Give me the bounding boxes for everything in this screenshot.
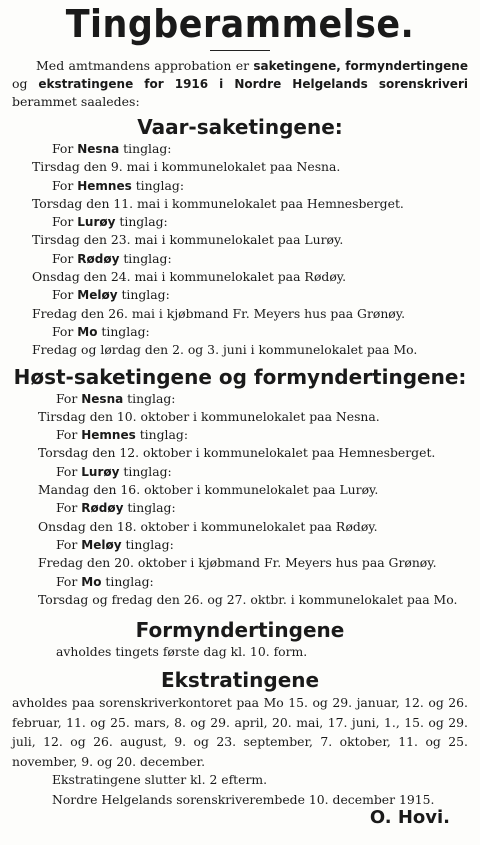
intro-text-1: Med amtmandens approbation er [36, 58, 254, 73]
host-tinglag-5 [8, 573, 472, 591]
host-session-5: Torsdag og fredag den 26. og 27. oktbr. i kommunelokalet paa Mo. [38, 591, 458, 607]
ekstra-text: avholdes paa sorenskriverkontoret paa Mo 15. og 29. januar, 12. og 26. februar, 11. og 25. mars, 8. og 29. april, 20. mai, 17. juni, 1., 15. og 29. juli, 12. og 26. august, 9. og 23. september, 7. oktober, 11. og 25. november, 9. og 20. december. [12, 695, 468, 769]
intro-text-2: og [12, 76, 39, 91]
tinglag-place: Meløy [77, 288, 118, 303]
host-tinglag-1 [8, 426, 472, 444]
formynder-text: avholdes tingets første dag kl. 10. form. [56, 644, 308, 660]
host-session-3: Onsdag den 18. oktober i kommunelokalet paa Rødøy. [38, 518, 378, 534]
tinglag-place: Meløy [81, 537, 122, 552]
tinglag-suffix: tinglag: [135, 427, 189, 443]
host-session-2: Mandag den 16. oktober i kommunelokalet paa Lurøy. [38, 482, 379, 498]
intro-paragraph [12, 57, 468, 111]
vaar-tinglag-1 [8, 177, 472, 195]
signature: O. Hovi. [369, 806, 450, 828]
tinglag-prefix: For [56, 463, 82, 479]
intro-text-3: berammet saaledes: [12, 94, 140, 109]
host-heading: Høst-saketingene og formyndertingene: [13, 364, 467, 389]
host-tinglag-0 [8, 390, 472, 408]
tinglag-place: Hemnes [81, 428, 136, 443]
tinglag-prefix: For [56, 390, 82, 406]
host-tinglag-4 [8, 536, 472, 554]
vaar-tinglag-5 [8, 323, 472, 341]
footer-office: Nordre Helgelands sorenskriverembede 10. december 1915. [52, 791, 435, 807]
host-tinglag-2 [8, 463, 472, 481]
tinglag-prefix: For [56, 573, 82, 589]
tinglag-suffix: tinglag: [123, 500, 176, 516]
tinglag-suffix: tinglag: [117, 287, 170, 303]
tinglag-prefix: For [52, 141, 78, 156]
vaar-heading: Vaar-saketingene: [137, 115, 343, 139]
intro-bold-2: ekstratingene for 1916 i Nordre Helgelands sorenskriveri [38, 77, 468, 91]
tinglag-prefix: For [52, 214, 78, 230]
tinglag-suffix: tinglag: [97, 323, 150, 339]
vaar-schedule [8, 140, 472, 360]
host-session-0: Tirsdag den 10. oktober i kommunelokalet paa Nesna. [38, 408, 380, 424]
tinglag-prefix: For [56, 427, 82, 443]
tinglag-suffix: tinglag: [119, 463, 172, 479]
vaar-tinglag-0 [8, 140, 472, 158]
tinglag-suffix: tinglag: [121, 536, 174, 552]
footer [8, 790, 472, 828]
tinglag-place: Lurøy [77, 215, 116, 230]
tinglag-place: Mo [77, 324, 98, 339]
tinglag-suffix: tinglag: [119, 141, 172, 156]
tinglag-place: Mo [81, 574, 102, 589]
ekstra-heading: Ekstratingene [160, 668, 320, 693]
tinglag-prefix: For [56, 500, 82, 516]
ekstra-closing: Ekstratingene slutter kl. 2 efterm. [52, 772, 268, 788]
host-session-1: Torsdag den 12. oktober i kommunelokalet paa Hemnesberget. [38, 445, 436, 461]
tinglag-place: Hemnes [77, 178, 132, 193]
tinglag-prefix: For [56, 536, 82, 552]
tinglag-suffix: tinglag: [101, 573, 154, 589]
vaar-session-0: Tirsdag den 9. mai i kommunelokalet paa Nesna. [32, 159, 341, 175]
title-divider [210, 50, 270, 51]
tinglag-suffix: tinglag: [123, 390, 176, 406]
tinglag-place: Lurøy [81, 464, 120, 479]
formynder-heading: Formyndertingene [135, 618, 345, 643]
tinglag-suffix: tinglag: [115, 214, 168, 230]
vaar-session-3: Onsdag den 24. mai i kommunelokalet paa Rødøy. [32, 269, 347, 285]
tinglag-place: Nesna [81, 391, 124, 406]
vaar-session-4: Fredag den 26. mai i kjøbmand Fr. Meyers hus paa Grønøy. [32, 305, 406, 321]
tinglag-suffix: tinglag: [131, 177, 185, 193]
vaar-tinglag-4 [8, 286, 472, 304]
tinglag-place: Rødøy [77, 251, 120, 266]
tinglag-place: Nesna [77, 142, 120, 156]
tinglag-prefix: For [52, 323, 78, 339]
vaar-tinglag-2 [8, 213, 472, 231]
vaar-session-1: Torsdag den 11. mai i kommunelokalet paa Hemnesberget. [32, 195, 404, 211]
tinglag-prefix: For [52, 177, 78, 193]
host-schedule [8, 390, 472, 610]
host-session-4: Fredag den 20. oktober i kjøbmand Fr. Meyers hus paa Grønøy. [38, 555, 437, 571]
intro-bold-1: saketingene, formyndertingene [253, 59, 468, 73]
vaar-session-5: Fredag og lørdag den 2. og 3. juni i kommunelokalet paa Mo. [32, 342, 418, 358]
host-tinglag-3 [8, 499, 472, 517]
page-title: Tingberammelse. [65, 2, 415, 46]
tinglag-prefix: For [52, 250, 78, 266]
vaar-tinglag-3 [8, 250, 472, 268]
tinglag-prefix: For [52, 287, 78, 303]
tinglag-place: Rødøy [81, 501, 124, 516]
tinglag-suffix: tinglag: [119, 250, 172, 266]
vaar-session-2: Tirsdag den 23. mai i kommunelokalet paa Lurøy. [32, 232, 344, 248]
